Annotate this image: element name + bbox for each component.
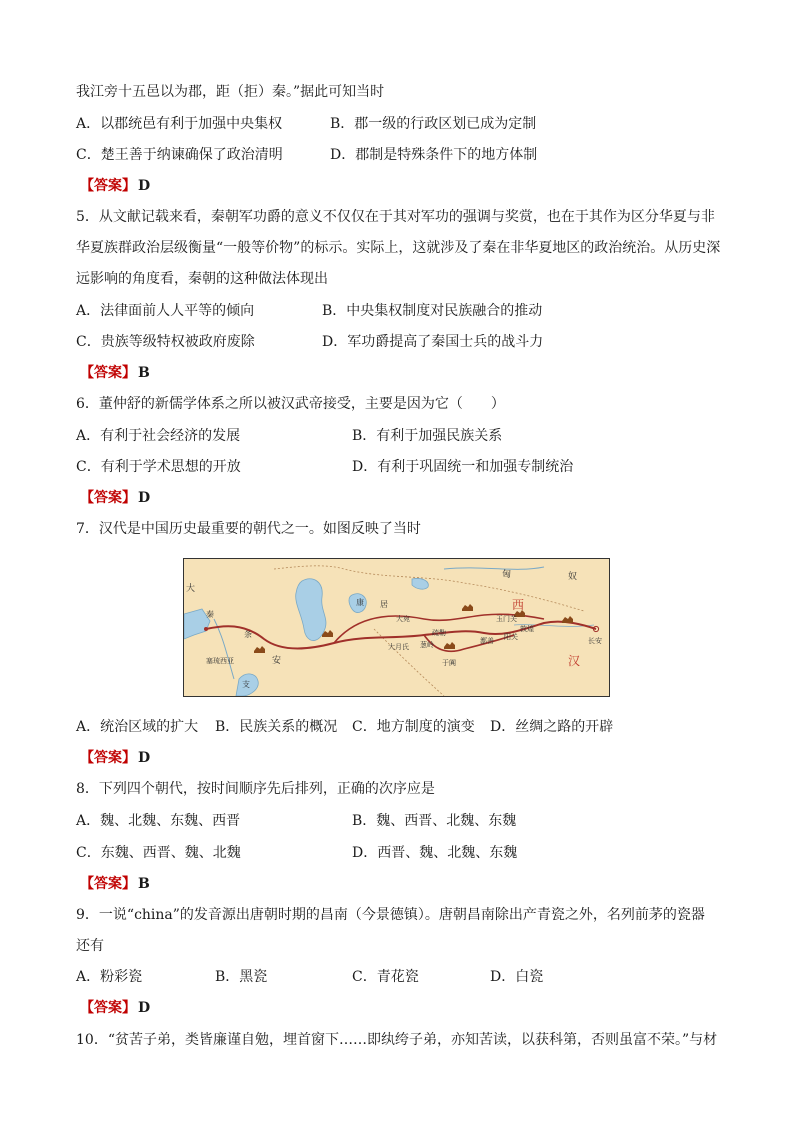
q6-option-b: B．有利于加强民族关系 bbox=[352, 428, 503, 444]
answer-label: 答案 bbox=[94, 876, 122, 892]
q8-option-d: D．西晋、魏、北魏、东魏 bbox=[352, 845, 518, 861]
q9-answer bbox=[80, 998, 150, 1018]
answer-value: D bbox=[138, 1000, 151, 1016]
answer-bracket-close: 】 bbox=[122, 490, 136, 506]
answer-bracket-close: 】 bbox=[122, 365, 136, 381]
question-stem-continued: 我江旁十五邑以为郡，距（拒）秦。”据此可知当时 bbox=[76, 84, 385, 100]
q6-option-d: D．有利于巩固统一和加强专制统治 bbox=[352, 459, 574, 475]
q4-option-c: C．楚王善于纳谏确保了政治清明 bbox=[76, 147, 283, 163]
answer-bracket: 【 bbox=[80, 876, 94, 892]
q7-answer bbox=[80, 748, 150, 768]
map-label-da: 大 bbox=[186, 584, 196, 594]
answer-label: 答案 bbox=[94, 178, 122, 194]
map-label-saiqun: 塞琉西亚 bbox=[206, 657, 234, 665]
answer-bracket-close: 】 bbox=[122, 876, 136, 892]
answer-label: 答案 bbox=[94, 1000, 122, 1016]
q8-answer bbox=[80, 874, 150, 894]
answer-bracket-close: 】 bbox=[122, 178, 136, 194]
silk-road-map bbox=[183, 558, 610, 697]
map-label-shule: 疏勒 bbox=[432, 629, 446, 637]
q6-option-c: C．有利于学术思想的开放 bbox=[76, 459, 241, 475]
q4-option-d: D．郡制是特殊条件下的地方体制 bbox=[330, 147, 538, 163]
answer-label: 答案 bbox=[94, 365, 122, 381]
q8-stem: 8．下列四个朝代，按时间顺序先后排列，正确的次序应是 bbox=[76, 781, 435, 797]
q10-stem-line-1: 10．“贫苦子弟，类皆廉谨自勉，埋首窗下……即纨绔子弟，亦知苦读，以获科第，否则虽富不荣。”与材 bbox=[76, 1032, 718, 1048]
map-svg bbox=[184, 559, 609, 696]
q5-stem-line-2: 华夏族群政治层级衡量“一般等价物”的标示。实际上，这就涉及了秦在非华夏地区的政治统治。从历史深 bbox=[76, 240, 721, 256]
map-label-shanshan: 鄯善 bbox=[480, 637, 494, 645]
river bbox=[444, 567, 544, 569]
map-label-xiongnu-1: 匈 bbox=[502, 570, 512, 580]
map-label-kang: 康 bbox=[356, 598, 364, 607]
q5-option-c: C．贵族等级特权被政府废除 bbox=[76, 334, 255, 350]
map-label-yutian: 于阗 bbox=[442, 659, 456, 667]
region-border bbox=[374, 629, 444, 696]
q6-answer bbox=[80, 488, 150, 508]
map-label-dayuan: 大宛 bbox=[396, 615, 410, 623]
map-label-dunhuang: 敦煌 bbox=[520, 625, 534, 633]
q7-option-d: D．丝绸之路的开辟 bbox=[490, 719, 614, 735]
q7-option-a: A．统治区域的扩大 bbox=[76, 719, 199, 735]
map-label-tiao: 条 bbox=[244, 630, 252, 639]
answer-bracket-close: 】 bbox=[122, 1000, 136, 1016]
q6-option-a: A．有利于社会经济的发展 bbox=[76, 428, 241, 444]
map-label-dayuezhi: 大月氏 bbox=[388, 643, 409, 651]
q5-option-d: D．军功爵提高了秦国士兵的战斗力 bbox=[322, 334, 544, 350]
map-label-xi: 西 bbox=[512, 598, 525, 612]
q8-option-b: B．魏、西晋、北魏、东魏 bbox=[352, 813, 517, 829]
q9-option-b: B．黑瓷 bbox=[215, 969, 268, 985]
q8-option-a: A．魏、北魏、东魏、西晋 bbox=[76, 813, 241, 829]
map-label-congling: 葱岭 bbox=[420, 641, 434, 649]
q4-answer bbox=[80, 176, 150, 196]
q5-answer bbox=[80, 363, 150, 383]
map-label-xiongnu-2: 奴 bbox=[568, 572, 578, 582]
map-label-yangguan: 阳关 bbox=[504, 633, 518, 641]
answer-value: D bbox=[138, 750, 151, 766]
answer-label: 答案 bbox=[94, 750, 122, 766]
q5-option-a: A．法律面前人人平等的倾向 bbox=[76, 303, 255, 319]
answer-bracket: 【 bbox=[80, 490, 94, 506]
q8-option-c: C．东魏、西晋、魏、北魏 bbox=[76, 845, 241, 861]
map-label-ju: 居 bbox=[380, 600, 388, 609]
answer-bracket: 【 bbox=[80, 750, 94, 766]
city-marker bbox=[204, 627, 208, 631]
answer-label: 答案 bbox=[94, 490, 122, 506]
answer-value: B bbox=[138, 365, 150, 381]
q5-stem-line-3: 远影响的角度看，秦朝的这种做法体现出 bbox=[76, 271, 328, 287]
q9-option-c: C．青花瓷 bbox=[352, 969, 419, 985]
map-label-han: 汉 bbox=[568, 654, 581, 668]
q5-stem-line-1: 5．从文献记载来看，秦朝军功爵的意义不仅仅在于其对军功的强调与奖赏，也在于其作为区分华夏与非 bbox=[76, 209, 715, 225]
map-label-zhi: 支 bbox=[242, 680, 250, 689]
q4-option-a: A．以郡统邑有利于加强中央集权 bbox=[76, 116, 283, 132]
q9-option-a: A．粉彩瓷 bbox=[76, 969, 143, 985]
answer-value: B bbox=[138, 876, 150, 892]
answer-bracket: 【 bbox=[80, 178, 94, 194]
answer-value: D bbox=[138, 490, 151, 506]
q5-option-b: B．中央集权制度对民族融合的推动 bbox=[322, 303, 543, 319]
answer-bracket: 【 bbox=[80, 365, 94, 381]
silk-road-branch bbox=[424, 635, 514, 651]
caspian-sea bbox=[296, 579, 326, 641]
q7-option-c: C．地方制度的演变 bbox=[352, 719, 475, 735]
balkhash-lake bbox=[412, 578, 428, 589]
q7-option-b: B．民族关系的概况 bbox=[215, 719, 338, 735]
answer-bracket: 【 bbox=[80, 1000, 94, 1016]
q7-stem: 7．汉代是中国历史最重要的朝代之一。如图反映了当时 bbox=[76, 521, 421, 537]
q6-stem: 6．董仲舒的新儒学体系之所以被汉武帝接受，主要是因为它（ ） bbox=[76, 396, 505, 412]
q9-stem-line-1: 9．一说“china”的发音源出唐朝时期的昌南（今景德镇）。唐朝昌南除出产青瓷之外，名列前茅的瓷器 bbox=[76, 907, 705, 923]
answer-value: D bbox=[138, 178, 151, 194]
map-label-yumenguan: 玉门关 bbox=[496, 615, 517, 623]
map-label-qin: 秦 bbox=[206, 610, 214, 619]
map-label-changan: 长安 bbox=[588, 637, 602, 645]
q4-option-b: B．郡一级的行政区划已成为定制 bbox=[330, 116, 537, 132]
map-label-an: 安 bbox=[272, 656, 282, 666]
q9-stem-line-2: 还有 bbox=[76, 938, 104, 954]
answer-bracket-close: 】 bbox=[122, 750, 136, 766]
q9-option-d: D．白瓷 bbox=[490, 969, 544, 985]
